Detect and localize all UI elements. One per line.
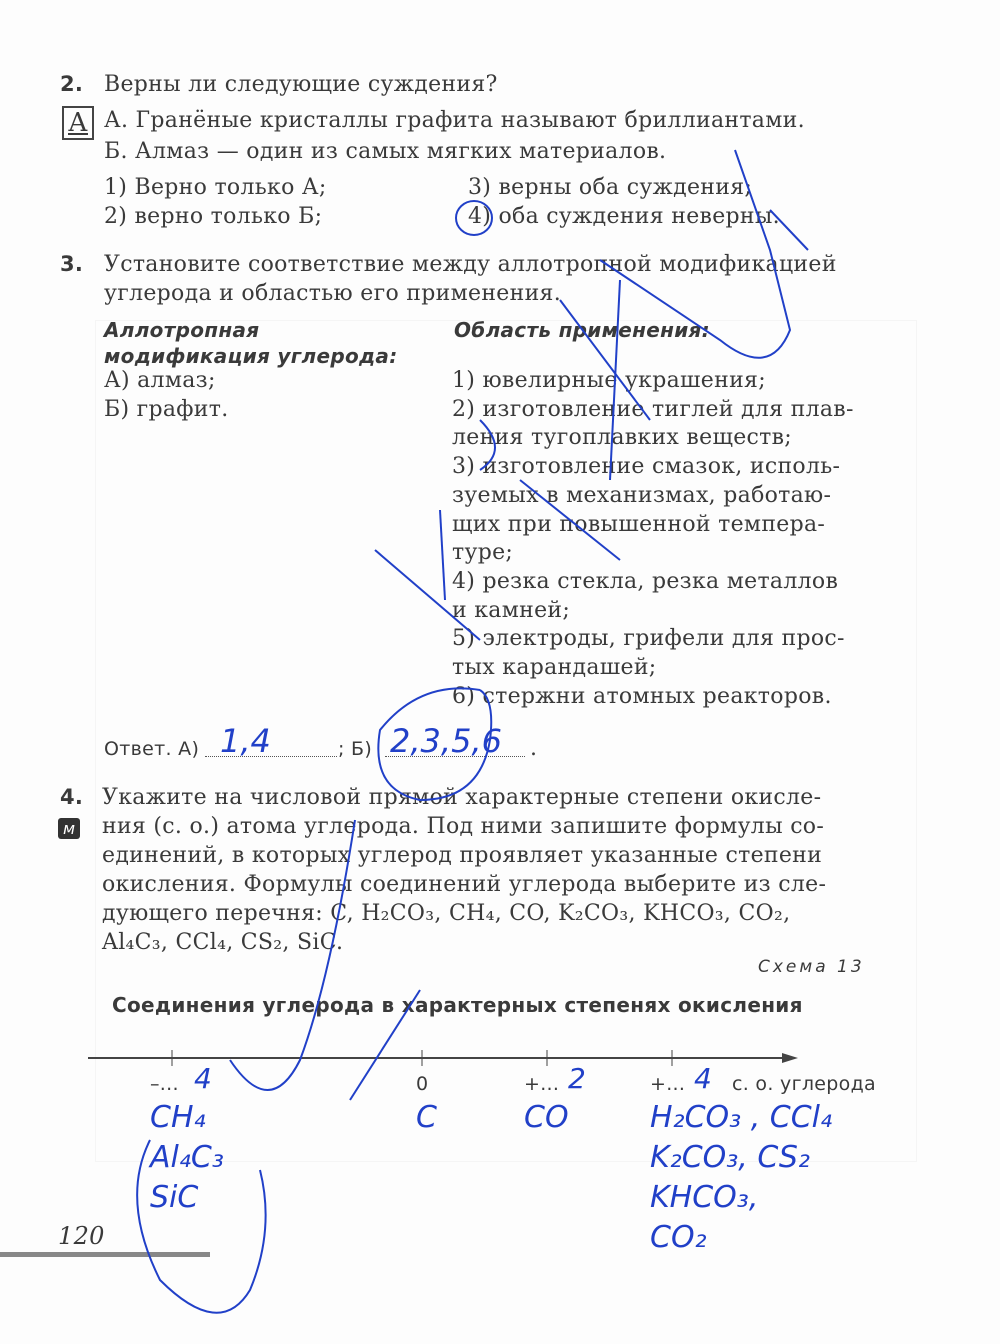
tick-handwritten-value[interactable]: 2 — [568, 1062, 586, 1095]
compound-formula[interactable]: K₂CO₃, CS₂ — [650, 1140, 810, 1175]
statement-b: Б. Алмаз — один из самых мягких материалов. — [104, 139, 667, 164]
application-item: ления тугоплавких веществ; — [452, 425, 793, 451]
q3-number: 3. — [60, 252, 84, 276]
tick-label: 0 — [416, 1073, 429, 1095]
option-3: 3) верны оба суждения; — [468, 175, 753, 200]
application-item: 2) изготовление тиглей для плав- — [452, 396, 854, 422]
left-header-2: модификация углерода: — [104, 344, 398, 368]
answer-a[interactable]: 1,4 — [220, 722, 271, 760]
q2-question: Верны ли следующие суждения? — [104, 72, 498, 97]
q4-line: окисления. Формулы соединений углерода выберите из сле- — [102, 872, 827, 897]
answer-label: Ответ. А) — [104, 738, 200, 760]
compound-formula[interactable]: SiC — [150, 1180, 199, 1215]
compound-formula[interactable]: CO₂ — [650, 1220, 707, 1255]
application-item: щих при повышенной темпера- — [452, 511, 826, 537]
level-badge: А — [62, 106, 94, 140]
compound-formula[interactable]: CH₄ — [150, 1100, 206, 1135]
q4-number: 4. — [60, 785, 84, 809]
left-item-b: Б) графит. — [104, 397, 229, 422]
statement-a: А. Гранёные кристаллы графита называют бриллиантами. — [104, 108, 805, 133]
tick-label: –... — [150, 1073, 179, 1095]
application-item: 4) резка стекла, резка металлов — [452, 568, 839, 594]
application-item: тых карандашей; — [452, 655, 657, 680]
compound-formula[interactable]: KHCO₃, — [650, 1180, 759, 1215]
q4-line: единений, в которых углерод проявляет указанные степени — [102, 843, 823, 868]
tick-handwritten-value[interactable]: 4 — [694, 1062, 712, 1095]
application-item: зуемых в механизмах, работаю- — [452, 482, 832, 508]
compound-formula[interactable]: Al₄C₃ — [150, 1140, 224, 1175]
answer-b[interactable]: 2,3,5,6 — [390, 722, 502, 760]
scheme-label: Схема 13 — [758, 957, 865, 977]
q4-line: Al₄C₃, CCl₄, CS₂, SiC. — [102, 930, 344, 955]
axis-label: с. о. углерода — [732, 1073, 876, 1095]
option-4: 4) оба суждения неверны. — [468, 204, 780, 229]
compound-formula[interactable]: C — [416, 1100, 437, 1135]
q3-text-2: углерода и областью его применения. — [104, 281, 562, 306]
scheme-title: Соединения углерода в характерных степенях окисления — [112, 993, 803, 1017]
q4-line: дующего перечня: C, H₂CO₃, CH₄, CO, K₂CO₃, KHCO₃, CO₂, — [102, 901, 791, 926]
q2-number: 2. — [60, 72, 84, 96]
option-2: 2) верно только Б; — [104, 204, 323, 229]
application-item: 3) изготовление смазок, исполь- — [452, 454, 841, 480]
compound-formula[interactable]: H₂CO₃ , CCl₄ — [650, 1100, 833, 1135]
compound-formula[interactable]: CO — [524, 1100, 569, 1135]
left-header-1: Аллотропная — [104, 318, 260, 342]
right-header: Область применения: — [454, 318, 710, 342]
q4-line: ния (с. о.) атома углерода. Под ними запишите формулы со- — [102, 814, 825, 839]
q3-text-1: Установите соответствие между аллотропной модификацией — [104, 252, 837, 277]
option-1: 1) Верно только А; — [104, 175, 327, 200]
application-item: туре; — [452, 540, 514, 566]
tick-label: +... — [650, 1073, 686, 1095]
method-badge: м — [58, 818, 80, 839]
left-item-a: А) алмаз; — [104, 368, 216, 393]
application-item: 5) электроды, грифели для прос- — [452, 626, 845, 652]
answer-end: . — [530, 736, 538, 761]
application-item: 1) ювелирные украшения; — [452, 368, 766, 393]
answer-sep: ; Б) — [338, 738, 373, 760]
q4-line: Укажите на числовой прямой характерные степени окисле- — [102, 785, 822, 810]
tick-handwritten-value[interactable]: 4 — [194, 1062, 212, 1095]
page-number: 120 — [58, 1222, 105, 1250]
application-item: и камней; — [452, 597, 571, 623]
tick-label: +... — [524, 1073, 560, 1095]
application-item: 6) стержни атомных реакторов. — [452, 683, 832, 709]
